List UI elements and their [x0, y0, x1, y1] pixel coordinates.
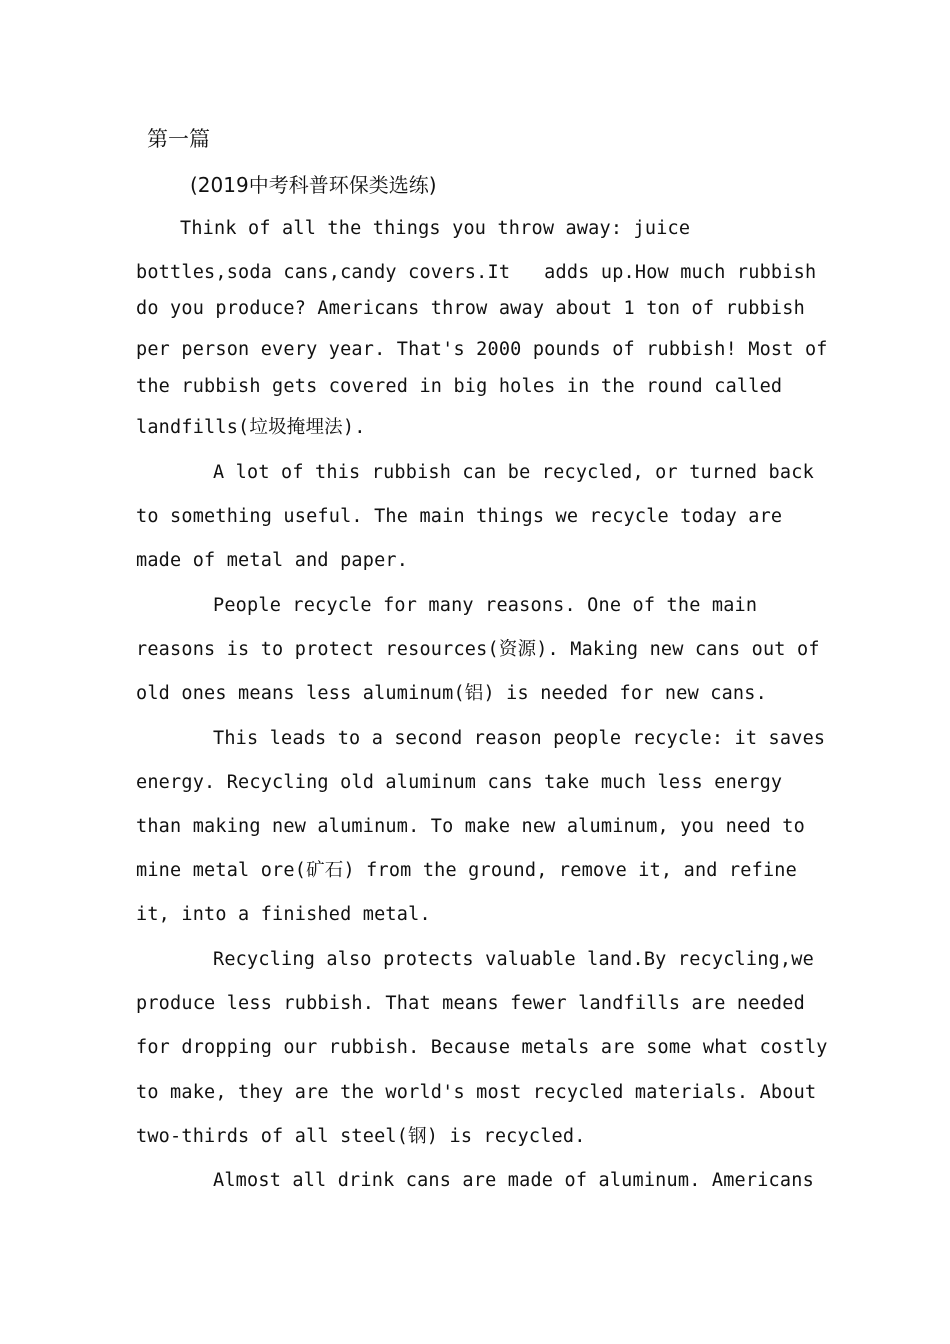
paragraph-line: Almost all drink cans are made of aluminum. Americans	[213, 1170, 814, 1191]
paragraph-line: the rubbish gets covered in big holes in the round called	[136, 376, 783, 397]
paragraph-line: it, into a finished metal.	[136, 904, 431, 925]
paragraph-line: than making new aluminum. To make new aluminum, you need to	[136, 816, 805, 837]
paragraph-line: two-thirds of all steel(钢) is recycled.	[136, 1126, 586, 1147]
paragraph-line: produce less rubbish. That means fewer landfills are needed	[136, 993, 805, 1014]
paragraph-line: per person every year. That's 2000 pounds of rubbish! Most of	[136, 339, 828, 360]
paragraph-line: old ones means less aluminum(铝) is needed for new cans.	[136, 683, 767, 704]
paragraph-line: reasons is to protect resources(资源). Making new cans out of	[136, 639, 820, 660]
paragraph-line: This leads to a second reason people recycle: it saves	[213, 728, 826, 749]
section-heading: 第一篇	[147, 127, 210, 151]
paragraph-line: A lot of this rubbish can be recycled, or turned back	[213, 462, 814, 483]
paragraph-line: mine metal ore(矿石) from the ground, remove it, and refine	[136, 860, 797, 881]
paragraph-line: People recycle for many reasons. One of the main	[213, 595, 758, 616]
paragraph-line: bottles,soda cans,candy covers.It adds up.How much rubbish	[136, 262, 817, 283]
paragraph-line: for dropping our rubbish. Because metals are some what costly	[136, 1037, 828, 1058]
exercise-subheading: (2019中考科普环保类选练)	[190, 173, 437, 197]
paragraph-line: energy. Recycling old aluminum cans take much less energy	[136, 772, 783, 793]
paragraph-line: to make, they are the world's most recycled materials. About	[136, 1082, 817, 1103]
paragraph-line: landfills(垃圾掩埋法).	[136, 417, 366, 438]
paragraph-line: Recycling also protects valuable land.By recycling,we	[213, 949, 814, 970]
paragraph-line: to something useful. The main things we recycle today are	[136, 506, 783, 527]
paragraph-line: do you produce? Americans throw away about 1 ton of rubbish	[136, 298, 805, 319]
paragraph-line: Think of all the things you throw away: juice	[180, 218, 691, 239]
paragraph-line: made of metal and paper.	[136, 550, 409, 571]
